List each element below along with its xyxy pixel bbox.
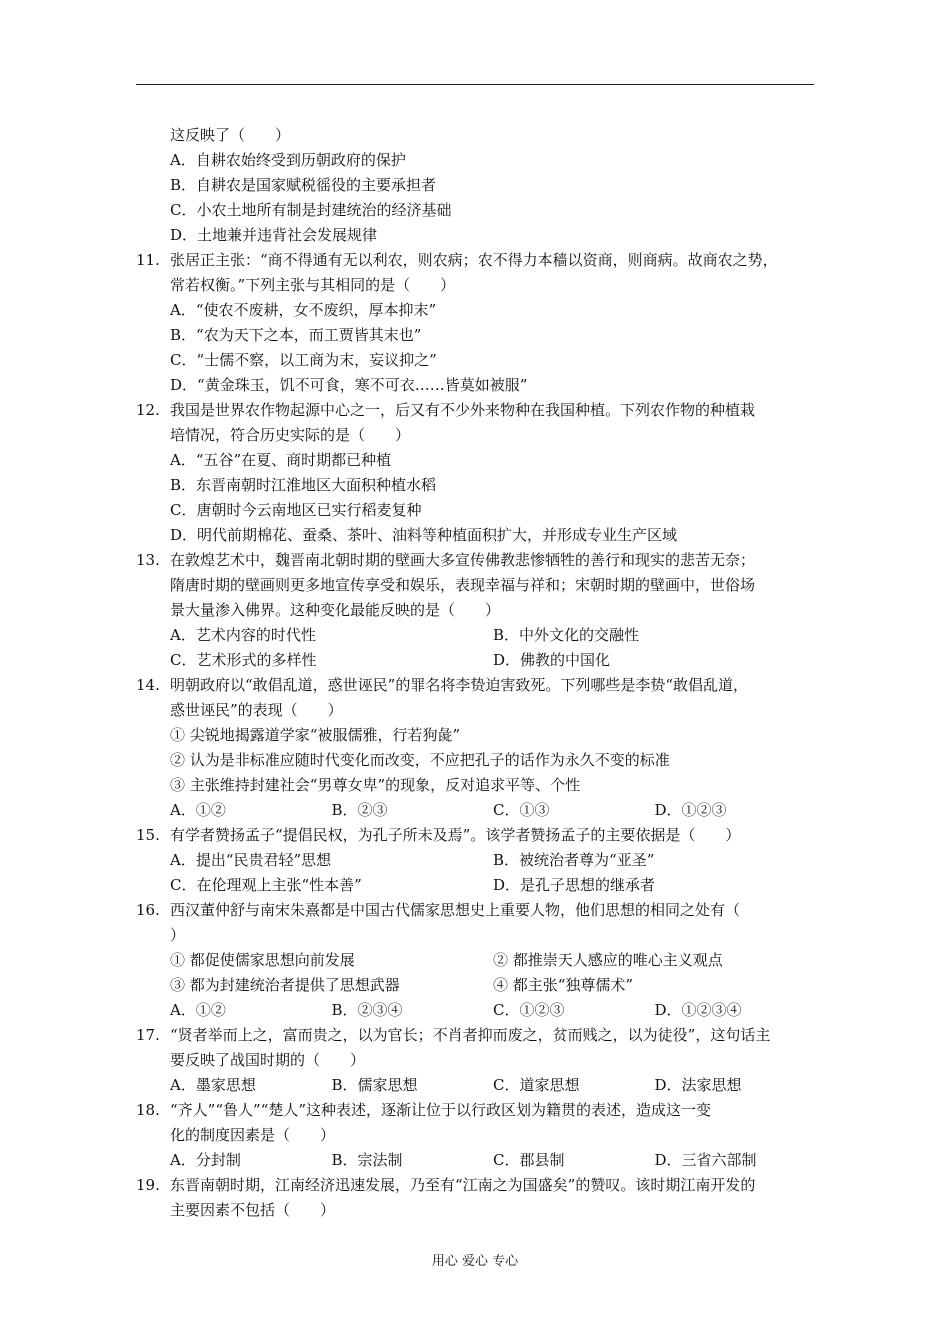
q14-item-3: ③ 主张维持封建社会“男尊女卑”的现象，反对追求平等、个性 xyxy=(170,776,581,794)
q14-option-a: A．①② xyxy=(170,801,226,819)
q13-option-a: A．艺术内容的时代性 xyxy=(170,626,316,644)
q14-item-2: ② 认为是非标准应随时代变化而改变，不应把孔子的话作为永久不变的标准 xyxy=(170,751,670,769)
q16-option-a: A．①② xyxy=(170,1001,226,1019)
q10-continuation: 这反映了（ ） xyxy=(170,126,291,144)
q11-option-b: B．“农为天下之本，而工贾皆其末也” xyxy=(170,326,422,344)
q18-stem: 18. “齐人”“鲁人”“楚人”这种表述，逐渐让位于以行政区划为籍贯的表述，造成这一变 xyxy=(136,1098,816,1123)
q11-stem-line2: 常若权衡。”下列主张与其相同的是（ ） xyxy=(170,276,456,294)
q16-option-c: C．①②③ xyxy=(493,1001,565,1019)
q12-stem-line2: 培情况，符合历史实际的是（ ） xyxy=(170,426,411,444)
q12-option-d: D．明代前期棉花、蚕桑、茶叶、油料等种植面积扩大，并形成专业生产区域 xyxy=(170,526,678,544)
q14-number: 14. xyxy=(136,676,160,694)
q14-stem-line2: 惑世诬民”的表现（ ） xyxy=(170,701,343,719)
q16-number: 16. xyxy=(136,901,160,919)
q14-option-b: B．②③ xyxy=(331,801,388,819)
q15-option-b: B．被统治者尊为“亚圣” xyxy=(493,851,655,869)
q17-stem: 17. “贤者举而上之，富而贵之，以为官长；不肖者抑而废之，贫而贱之，以为徒役”，这句话主 xyxy=(136,1023,816,1048)
q14-option-d: D．①②③ xyxy=(654,801,727,819)
header-rule xyxy=(136,84,814,85)
q18-number: 18. xyxy=(136,1101,160,1119)
q14-stem: 14. 明朝政府以“敢倡乱道，惑世诬民”的罪名将李贽迫害致死。下列哪些是李贽“敢倡乱道， xyxy=(136,673,816,698)
q13-stem-line2: 隋唐时期的壁画则更多地宣传享受和娱乐，表现幸福与祥和；宋朝时期的壁画中，世俗场 xyxy=(170,576,756,594)
q10-option-a: A．自耕农始终受到历朝政府的保护 xyxy=(170,151,406,169)
q16-options xyxy=(136,998,816,1023)
q15-option-c: C．在伦理观上主张“性本善” xyxy=(170,876,362,894)
q16-item-2: ② 都推崇天人感应的唯心主义观点 xyxy=(493,951,723,969)
q18-options xyxy=(136,1148,816,1173)
q18-option-c: C．郡县制 xyxy=(493,1151,565,1169)
q16-items-row1 xyxy=(136,948,816,973)
q11-option-a: A．“使农不废耕，女不废织，厚本抑末” xyxy=(170,301,437,319)
q14-item-1: ① 尖锐地揭露道学家“被服儒雅，行若狗彘” xyxy=(170,726,461,744)
q11-stem: 11. 张居正主张：“商不得通有无以利农，则农病；农不得力本穑以资商，则商病。故商农之势， xyxy=(136,248,816,273)
q17-option-c: C．道家思想 xyxy=(493,1076,580,1094)
q13-stem: 13. 在敦煌艺术中，魏晋南北朝时期的壁画大多宣传佛教悲惨牺牲的善行和现实的悲苦无奈； xyxy=(136,548,816,573)
q16-item-1: ① 都促使儒家思想向前发展 xyxy=(170,951,355,969)
q16-items-row2 xyxy=(136,973,816,998)
q15-option-d: D．是孔子思想的继承者 xyxy=(493,876,656,894)
q17-stem-line2: 要反映了战国时期的（ ） xyxy=(170,1051,366,1069)
q13-option-d: D．佛教的中国化 xyxy=(493,651,611,669)
q17-option-a: A．墨家思想 xyxy=(170,1076,256,1094)
page-footer: 用心 爱心 专心 xyxy=(431,1254,519,1269)
q19-number: 19. xyxy=(136,1176,160,1194)
q13-number: 13. xyxy=(136,551,160,569)
q15-options-row2 xyxy=(136,873,816,898)
q18-option-b: B．宗法制 xyxy=(331,1151,403,1169)
q15-stem: 15. 有学者赞扬孟子“提倡民权，为孔子所未及焉”。该学者赞扬孟子的主要依据是（ ） xyxy=(136,823,816,848)
q10-option-b: B．自耕农是国家赋税徭役的主要承担者 xyxy=(170,176,437,194)
q16-item-3: ③ 都为封建统治者提供了思想武器 xyxy=(170,976,400,994)
q12-option-b: B．东晋南朝时江淮地区大面积种植水稻 xyxy=(170,476,437,494)
q16-item-4: ④ 都主张“独尊儒术” xyxy=(493,976,634,994)
q13-option-b: B．中外文化的交融性 xyxy=(493,626,640,644)
q15-options-row1 xyxy=(136,848,816,873)
q10-option-c: C．小农土地所有制是封建统治的经济基础 xyxy=(170,201,452,219)
q12-stem: 12. 我国是世界农作物起源中心之一，后又有不少外来物种在我国种植。下列农作物的种植栽 xyxy=(136,398,816,423)
q17-option-b: B．儒家思想 xyxy=(331,1076,418,1094)
q16-option-b: B．②③④ xyxy=(331,1001,403,1019)
q18-option-a: A．分封制 xyxy=(170,1151,241,1169)
q13-stem-line3: 景大量渗入佛界。这种变化最能反映的是（ ） xyxy=(170,601,501,619)
q17-option-d: D．法家思想 xyxy=(654,1076,742,1094)
q16-option-d: D．①②③④ xyxy=(654,1001,742,1019)
q15-option-a: A．提出“民贵君轻”思想 xyxy=(170,851,332,869)
q13-options-row2 xyxy=(136,648,816,673)
q15-number: 15. xyxy=(136,826,160,844)
q11-option-c: C．“士儒不察，以工商为末，妄议抑之” xyxy=(170,351,437,369)
q10-option-d: D．土地兼并违背社会发展规律 xyxy=(170,226,378,244)
q11-number: 11. xyxy=(136,251,160,269)
q12-option-a: A．“五谷”在夏、商时期都已种植 xyxy=(170,451,392,469)
q19-stem: 19. 东晋南朝时期，江南经济迅速发展，乃至有“江南之为国盛矣”的赞叹。该时期江南开发的 xyxy=(136,1173,816,1198)
q11-option-d: D．“黄金珠玉，饥不可食，寒不可衣……皆莫如被服” xyxy=(170,376,528,394)
q18-option-d: D．三省六部制 xyxy=(654,1151,757,1169)
q19-stem-line2: 主要因素不包括（ ） xyxy=(170,1201,336,1219)
q14-options xyxy=(136,798,816,823)
q17-options xyxy=(136,1073,816,1098)
q13-option-c: C．艺术形式的多样性 xyxy=(170,651,317,669)
q17-number: 17. xyxy=(136,1026,160,1044)
q12-number: 12. xyxy=(136,401,160,419)
page-content xyxy=(136,123,816,1223)
q14-option-c: C．①③ xyxy=(493,801,550,819)
q12-option-c: C．唐朝时今云南地区已实行稻麦复种 xyxy=(170,501,422,519)
q16-stem-line2: ） xyxy=(170,926,186,944)
q18-stem-line2: 化的制度因素是（ ） xyxy=(170,1126,336,1144)
q13-options-row1 xyxy=(136,623,816,648)
q16-stem: 16. 西汉董仲舒与南宋朱熹都是中国古代儒家思想史上重要人物，他们思想的相同之处有（ xyxy=(136,898,816,923)
